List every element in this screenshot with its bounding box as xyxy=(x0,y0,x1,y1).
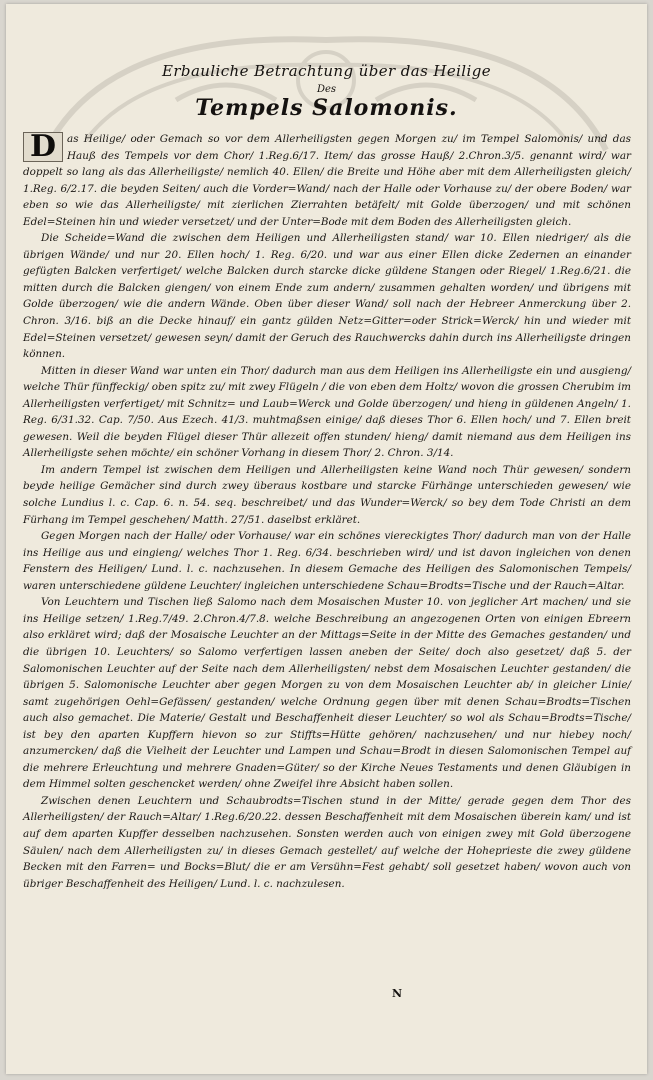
paragraph-7: Zwischen denen Leuchtern und Schaubrodts=Tischen stund in der Mitte/ gerade gegen dem Thor des Allerheiligsten/ der Rauch=Altar/ 1.Reg.6/20.22. dessen Beschaffenheit mit dem Mosaischen überein kam/ und ist auf dem aparten Kupffer desselben nachzusehen. Sonsten werden auch von einigen zwey mit Gold überzogene Säulen/ nach dem Allerheiligsten zu/ in dieses Gemach gestellet/ auf welche der Hoheprieste die zwey güldene Becken mit den Farren= und Bocks=Blut/ die er am Versühn=Fest gehabt/ soll gesetzet haben/ wovon auch von übriger Beschaffenheit des Heiligen/ Lund. l. c. nachzulesen. xyxy=(23,794,631,890)
paragraph-1 xyxy=(23,131,631,230)
body-text xyxy=(23,131,631,892)
document-page xyxy=(6,4,647,1074)
paragraph-6: Von Leuchtern und Tischen ließ Salomo nach dem Mosaischen Muster 10. von jeglicher Art machen/ und sie ins Heilige setzen/ 1.Reg.7/49. 2.Chron.4/7.8. welche Beschreibung an angezogenen Orten von einigen Ebreern also erkläret wird; daß der Mosaische Leuchter an der Mittags=Seite in der Mitte des Gemaches gestanden/ und die übrigen 10. Leuchters/ so Salomo verfertigen lassen aneben der Seite/ doch also gesetzet/ daß 5. der Salomonischen Leuchter auf der Seite nach dem Allerheiligsten/ nebst dem Mosaischen Leuchter gestanden/ die übrigen 5. Salomonische Leuchter aber gegen Morgen zu von dem Mosaischen Leuchter ab/ in gleicher Linie/ samt zugehörigen Oehl=Gefässen/ gestanden/ welche Ordnung gegen über mit denen Schau=Brodts=Tischen auch also gemachet. Die Materie/ Gestalt und Beschaffenheit dieser Leuchter/ so wol als Schau=Brodts=Tische/ ist bey den aparten Kupffern hievon so zur Stiffts=Hütte gehören/ nachzusehen/ und nur hiebey noch/ anzumercken/ daß die Vielheit der Leuchter und Lampen und Schau=Brodt in diesen Salomonischen Tempel auf die mehrere Erleuchtung und mehrere Gnaden=Güter/ so der Kirche Neues Testaments und denen Gläubigen in dem Himmel solten geschencket werden/ ohne Zweifel ihre Absicht haben sollen. xyxy=(23,596,631,791)
paragraph-2: Die Scheide=Wand die zwischen dem Heiligen und Allerheiligsten stand/ war 10. Ellen niedriger/ als die übrigen Wände/ und nur 20. Ellen hoch/ 1. Reg. 6/20. und war aus einer Ellen dicke Zedernen an einander gefügten Balcken verfertiget/ welche Balcken durch starcke dicke güldene Stangen oder Riegel/ 1.Reg.6/21. die mitten durch die Balcken giengen/ von einem Ende zum andern/ zusammen gehalten worden/ und übrigens mit Golde überzogen/ wie die andern Wände. Oben über dieser Wand/ soll nach der Hebreer Anmerckung über 2. Chron. 3/16. biß an die Decke hinauf/ ein gantz gülden Netz=Gitter=oder Strick=Werck/ hin und wieder mit Edel=Steinen versetzet/ gewesen seyn/ damit der Geruch des Rauchwercks dahin durch ins Allerheiligste dringen können. xyxy=(23,232,631,361)
drop-cap: D xyxy=(23,132,63,162)
title-line-1: Erbauliche Betrachtung über das Heilige xyxy=(162,62,491,80)
signature-mark: N xyxy=(392,987,403,1000)
title-line-2: Des xyxy=(316,84,337,95)
paragraph-4: Im andern Tempel ist zwischen dem Heiligen und Allerheiligsten keine Wand noch Thür gewesen/ sondern beyde heilige Gemächer sind durch zwey überaus kostbare und starcke Fürhänge unterschieden gewesen/ wie solche Lundius l. c. Cap. 6. n. 54. seq. beschreibet/ und das Wunder=Werck/ so bey dem Tode Christi an dem Fürhang im Tempel geschehen/ Matth. 27/51. daselbst erkläret. xyxy=(23,463,631,526)
paragraph-1-text: as Heilige/ oder Gemach so vor dem Allerheiligsten gegen Morgen zu/ im Tempel Salomonis/ und das Hauß des Tempels vor dem Chor/ 1.Reg.6/17. Item/ das grosse Hauß/ 2.Chron.3/5. genannt wird/ war doppelt so lang als das Allerheiligste/ nemlich 40. Ellen/ die Breite und Höhe aber mit dem Allerheiligsten gleich/ 1.Reg. 6/2.17. die beyden Seiten/ auch die Vorder=Wand/ nach der Halle oder Vorhause zu/ der obere Boden/ war eben so wie das Allerheiligste/ mit zierlichen Zierrahten betäfelt/ mit Golde überzogen/ und mit schönen Edel=Steinen hin und wieder versetzet/ und der Unter=Bode mit dem Boden des Allerheiligsten gleich. xyxy=(23,133,631,228)
page-heading xyxy=(6,62,647,121)
title-line-3: Tempels Salomonis. xyxy=(195,95,458,121)
paragraph-3: Mitten in dieser Wand war unten ein Thor/ dadurch man aus dem Heiligen ins Allerheiligste ein und ausgieng/ welche Thür fünffeckig/ oben spitz zu/ mit zwey Flügeln / die von eben dem Holtz/ wovon die grossen Cherubim im Allerheiligsten verfertiget/ mit Schnitz= und Laub=Werck und Golde überzogen/ und hieng in güldenen Angeln/ 1. Reg. 6/31.32. Cap. 7/50. Aus Ezech. 41/3. muhtmaßsen einige/ daß dieses Thor 6. Ellen hoch/ und 7. Ellen breit gewesen. Weil die beyden Flügel dieser Thür allezeit offen stunden/ hieng/ damit niemand aus dem Heiligen ins Allerheiligste sehen möchte/ ein schöner Vorhang in diesem Thor/ 2. Chron. 3/14. xyxy=(23,364,631,460)
paragraph-5: Gegen Morgen nach der Halle/ oder Vorhause/ war ein schönes viereckigtes Thor/ dadurch man von der Halle ins Heilige aus und eingieng/ welches Thor 1. Reg. 6/34. beschrieben wird/ und ist davon ingleichen von denen Fenstern des Heiligen/ Lund. l. c. nachzusehen. In diesem Gemache des Heiligen des Salomonischen Tempels/ waren unterschiedene güldene Leuchter/ ingleichen unterschiedene Schau=Brodts=Tische und der Rauch=Altar. xyxy=(23,530,631,592)
